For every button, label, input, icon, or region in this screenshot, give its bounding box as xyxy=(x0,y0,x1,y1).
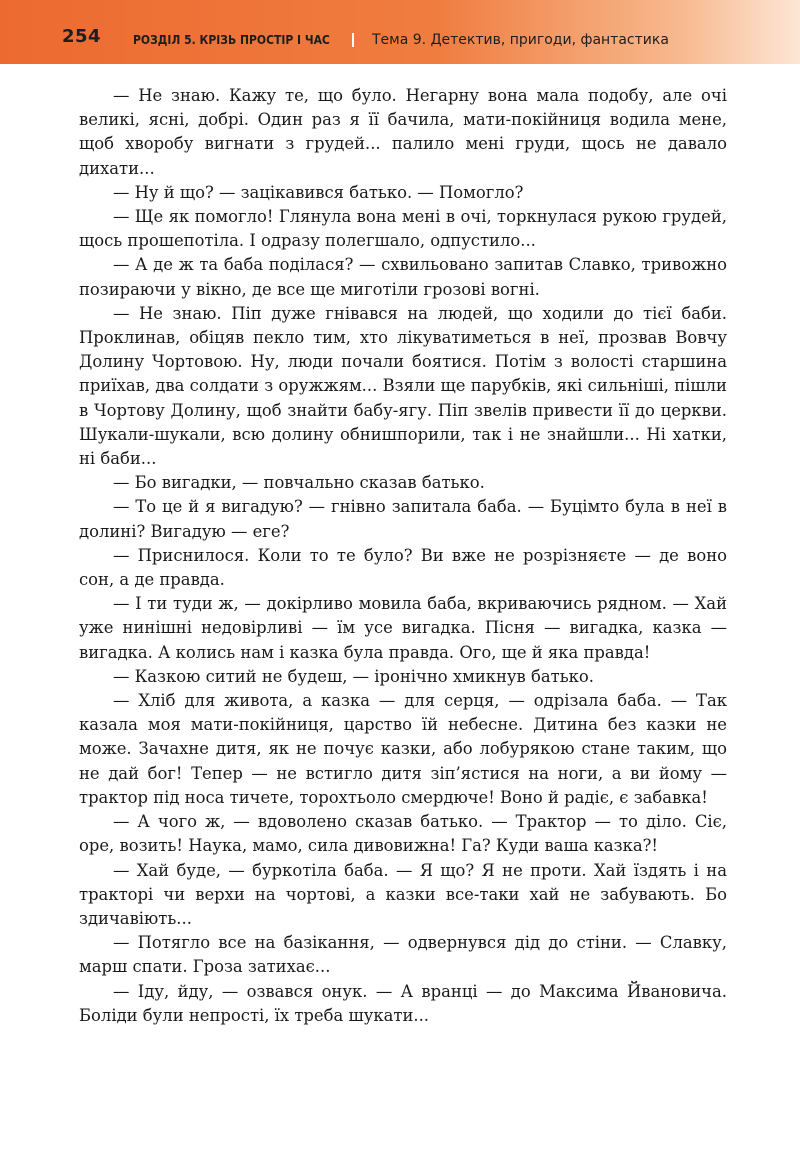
paragraph: — Хай буде, — буркотіла баба. — Я що? Я не проти. Хай їздять і на тракторі чи верхи на чортові, а казки все-таки хай не забувають. Бо здичавіють... xyxy=(79,860,727,928)
topic-title: Тема 9. Детектив, пригоди, фантастика xyxy=(372,32,669,48)
paragraph: — Не знаю. Піп дуже гнівався на людей, що ходили до тієї баби. Проклинав, обіцяв пекло тим, хто лікуватиметься в неї, прозвав Вовчу Долину Чортовою. Ну, люди почали боятися. Потім з волості старшина приїхав, два солдати з оружжям... Взяли ще парубків, які сильніші, пішли в Чортову Долину, щоб знайти бабу-ягу. Піп звелів привести її до церкви. Шукали-шукали, всю долину обнишпорили, так і не знайшли... Ні хатки, ні баби... xyxy=(79,303,727,469)
page-header xyxy=(0,0,800,64)
paragraph: — А де ж та баба поділася? — схвильовано запитав Славко, тривожно позираючи у вікно, де все ще миготіли грозові вогні. xyxy=(79,255,727,299)
paragraph: — Ще як помогло! Глянула вона мені в очі, торкнулася рукою грудей, щось прошепотіла. І одразу полегшало, одпустило... xyxy=(79,207,727,251)
header-divider xyxy=(352,33,354,47)
paragraph: — Казкою ситий не будеш, — іронічно хмикнув батько. xyxy=(113,666,594,686)
paragraph: — Ну й що? — зацікавився батько. — Помогло? xyxy=(113,182,524,202)
paragraph: — І ти туди ж, — докірливо мовила баба, вкриваючись рядном. — Хай уже нинішні недовірливі — їм усе вигадка. Пісня — вигадка, казка — вигадка. А колись нам і казка була правда. Ого, ще й яка правда! xyxy=(79,594,727,662)
paragraph: — Хліб для живота, а казка — для серця, — одрізала баба. — Так казала моя мати-покійниця, царство їй небесне. Дитина без казки не може. Зачахне дитя, як не почує казки, або лобурякою стане таким, що не дай бог! Тепер — не встигло дитя зіп’ястися на ноги, а ви йому — трактор під носа тичете, торохтьоло смердюче! Воно й радіє, є забавка! xyxy=(79,691,727,807)
paragraph: — Не знаю. Кажу те, що було. Негарну вона мала подобу, але очі великі, ясні, добрі. Один раз я її бачила, мати-покійниця водила мене, щоб хворобу вигнати з грудей... палило мені груди, щось не давало дихати... xyxy=(79,86,727,178)
paragraph: — А чого ж, — вдоволено сказав батько. — Трактор — то діло. Сіє, оре, возить! Наука, мамо, сила дивовижна! Га? Куди ваша казка?! xyxy=(79,812,727,856)
page-number: 254 xyxy=(62,26,102,47)
paragraph: — То це й я вигадую? — гнівно запитала баба. — Буцімто була в неї в долині? Вигадую — еге? xyxy=(79,497,727,541)
paragraph: — Бо вигадки, — повчально сказав батько. xyxy=(113,473,485,493)
body-text xyxy=(79,84,727,1028)
paragraph: — Потягло все на базікання, — одвернувся дід до стіни. — Славку, марш спати. Гроза затихає... xyxy=(79,933,727,977)
paragraph: — Іду, йду, — озвався онук. — А вранці — до Максима Йвановича. Боліди були непрості, їх треба шукати... xyxy=(79,981,727,1025)
section-title: РОЗДІЛ 5. КРІЗЬ ПРОСТІР І ЧАС xyxy=(133,33,330,47)
paragraph: — Приснилося. Коли то те було? Ви вже не розрізняєте — де воно сон, а де правда. xyxy=(79,545,727,590)
